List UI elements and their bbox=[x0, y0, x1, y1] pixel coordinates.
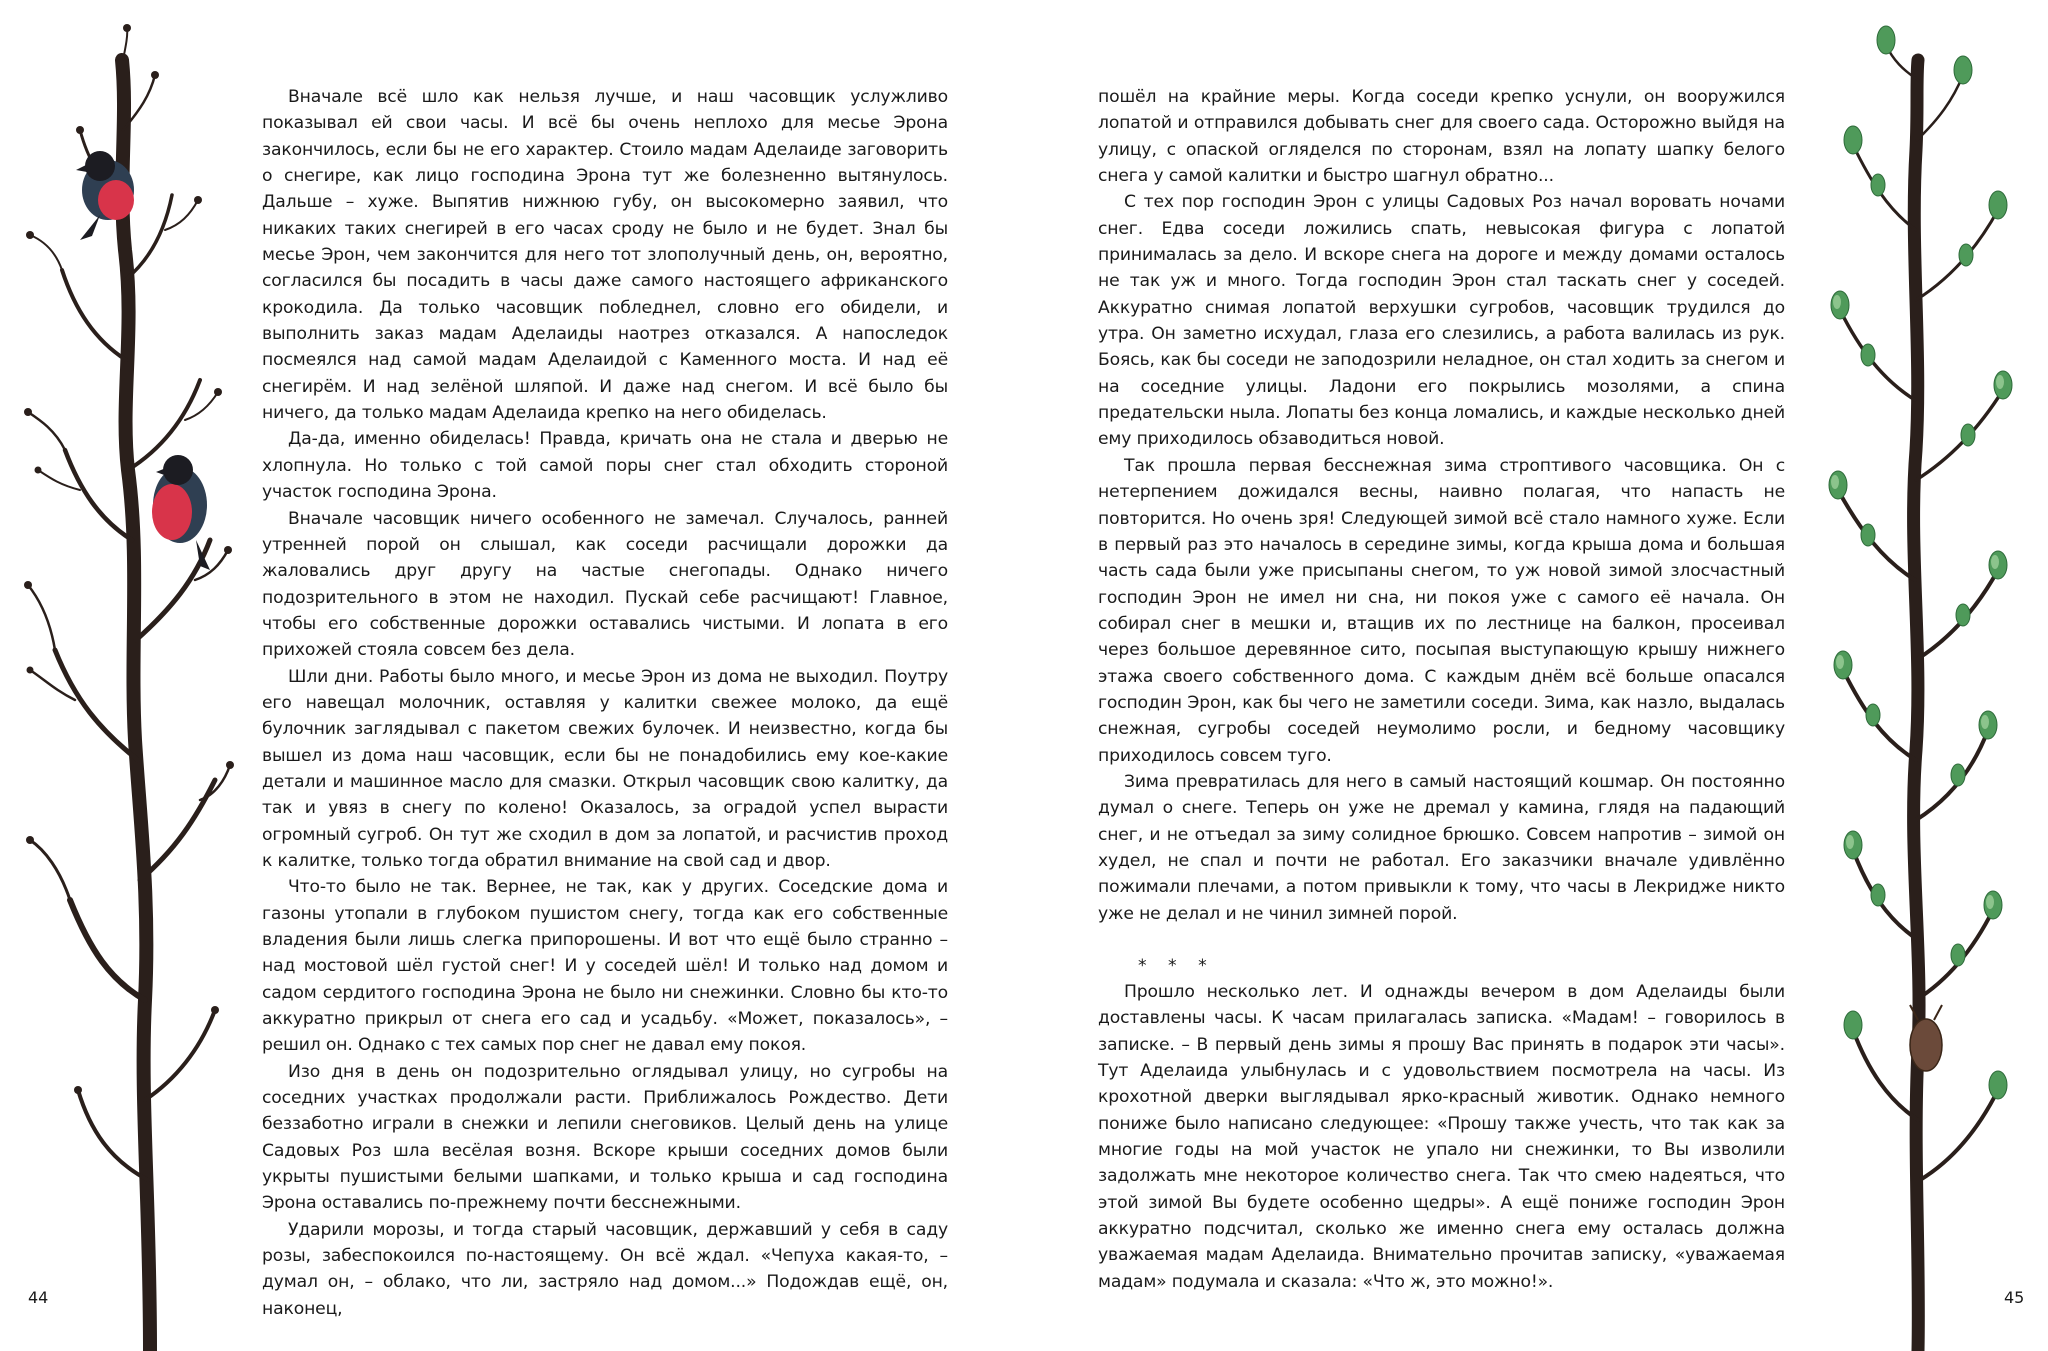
budding-tree-illustration bbox=[1798, 0, 2048, 1351]
paragraph: Что-то было не так. Вернее, не так, как у других. Соседские дома и газоны утопали в глубоком пушистом снегу, тогда как его собственные владения были лишь слегка припорошены. И вот что ещё было странно – над мостовой шёл густой снег! И у соседей шёл! И только над домом и садом сердитого господина Эрона не было ни снежинки. Словно бы кто-то аккуратно прикрыл от снега его сад и усадьбу. «Может, показалось», – решил он. Однако с тех самых пор снег не давал ему покоя. bbox=[262, 877, 948, 1056]
paragraph: Шли дни. Работы было много, и месье Эрон из дома не выходил. Поутру его навещал молочник, оставляя у калитки свежее молоко, да ещё булочник заглядывал с пакетом свежих булочек. И неизвестно, когда бы вышел из дома наш часовщик, если бы не понадобились ему кое-какие детали и машинное масло для смазки. Открыл часовщик свою калитку, да так и увяз в снегу по колено! Оказалось, за оградой успел вырасти огромный сугроб. Он тут же сходил в дом за лопатой, и расчистив проход к калитке, только тогда обратил внимание на свой сад и двор. bbox=[262, 666, 948, 871]
bullfinch-icon bbox=[152, 455, 210, 570]
paragraph: Да-да, именно обиделась! Правда, кричать она не стала и дверью не хлопнула. Но только с той самой поры снег стал обходить стороной участок господина Эрона. bbox=[262, 429, 948, 503]
right-page bbox=[1024, 0, 2048, 1351]
beetle-icon bbox=[1910, 1005, 1942, 1071]
section-separator: * * * bbox=[1138, 956, 1215, 976]
paragraph: С тех пор господин Эрон с улицы Садовых Роз начал воровать ночами снег. Едва соседи ложились спать, невысокая фигура с лопатой принималась за дело. И вскоре снега на дороге и между домами осталось не так уж и много. Тогда господин Эрон стал таскать снег у соседей. Аккуратно снимая лопатой верхушки сугробов, часовщик трудился до утра. Он заметно исхудал, глаза его слезились, а работа валилась из рук. Боясь, как бы соседи не заподозрили неладное, он стал ходить за снегом и на соседние улицы. Ладони его покрылись мозолями, а спина предательски ныла. Лопаты без конца ломались, и каждые несколько дней ему приходилось обзаводиться новой. bbox=[1098, 192, 1785, 450]
paragraph: пошёл на крайние меры. Когда соседи крепко уснули, он вооружился лопатой и отправился добывать снег для своего сада. Осторожно выйдя на улицу, с опаской огляделся по сторонам, взял на лопату шапку белого снега у самой калитки и быстро шагнул обратно... bbox=[1098, 87, 1785, 187]
paragraph: Вначале часовщик ничего особенного не замечал. Случалось, ранней утренней порой он слышал, как соседи расчищали дорожки да жаловались друг другу на частые снегопады. Однако ничего подозрительного в этом не находил. Пускай себе расчищают! Главное, чтобы его собственные дорожки оставались чистыми. И лопата в его прихожей стояла совсем без дела. bbox=[262, 508, 948, 661]
page-number-right: 45 bbox=[2004, 1288, 2025, 1307]
paragraph: Так прошла первая бесснежная зима строптивого часовщика. Он с нетерпением дожидался весны, наивно полагая, что напасть не повторится. Но очень зря! Следующей зимой всё стало намного хуже. Если в первый раз это началось в середине зимы, когда крыша дома и большая часть сада были уже присыпаны снегом, то уж новой зимой злосчастный господин Эрон не имел ни сна, ни покоя уже с самого её начала. Он собирал снег в мешки и, втащив их по лестнице на балкон, просеивал через большое деревянное сито, посыпая выступающую крышу нижнего этажа своего собственного дома. С каждым днём всё больше опасался господин Эрон, как бы чего не заметили соседи. Зима, как назло, выдалась снежная, сугробы соседей неумолимо росли, и бедному часовщику приходилось совсем туго. bbox=[1098, 455, 1785, 766]
paragraph: Зима превратилась для него в самый настоящий кошмар. Он постоянно думал о снеге. Теперь он уже не дремал у камина, глядя на падающий снег, и не отъедал за зиму солидное брюшко. Совсем напротив – зимой он худел, не спал и почти не работал. Его заказчики вначале удивлённо пожимали плечами, а потом привыкли к тому, что часы в Лекридже никто уже не делал и не чинил зимней порой. bbox=[1098, 771, 1785, 924]
bare-tree-illustration bbox=[0, 0, 240, 1351]
left-page-text bbox=[262, 84, 948, 1322]
right-page-text bbox=[1098, 84, 1785, 1295]
paragraph: Ударили морозы, и тогда старый часовщик, державший у себя в саду розы, забеспокоился по-настоящему. Он всё ждал. «Чепуха какая-то, – думал он, – облако, что ли, застряло над домом...» Подождав ещё, он, наконец, bbox=[262, 1219, 948, 1319]
page-number-left: 44 bbox=[28, 1288, 49, 1307]
paragraph: Вначале всё шло как нельзя лучше, и наш часовщик услужливо показывал ей свои часы. И всё бы очень неплохо для месье Эрона закончилось, если бы не его характер. Стоило мадам Аделаиде заговорить о снегире, как лицо господина Эрона тут же болезненно вытянулось. Дальше – хуже. Выпятив нижнюю губу, он высокомерно заявил, что никаких таких снегирей в его часах сроду не было и не будет. Знал бы месье Эрон, чем закончится для него тот злополучный день, он, вероятно, согласился бы посадить в часы даже самого настоящего африканского крокодила. Да только часовщик побледнел, словно его обидели, и выполнить заказ мадам Аделаиды наотрез отказался. А напоследок посмеялся над самой мадам Аделаидой с Каменного моста. И над её снегирём. И над зелёной шляпой. И даже над снегом. И всё было бы ничего, да только мадам Аделаида крепко на него обиделась. bbox=[262, 87, 948, 424]
paragraph: Изо дня в день он подозрительно оглядывал улицу, но сугробы на соседних участках продолжали расти. Приближалось Рождество. Дети беззаботно играли в снежки и лепили снеговиков. Целый день на улице Садовых Роз шла весёлая возня. Вскоре крыши соседних домов были укрыты пушистыми белыми шапками, и только крыша и сад господина Эрона оставались по-прежнему почти бесснежными. bbox=[262, 1061, 948, 1214]
paragraph: Прошло несколько лет. И однажды вечером в дом Аделаиды были доставлены часы. К часам прилагалась записка. «Мадам! – говорилось в записке. – В первый день зимы я прошу Вас принять в подарок эти часы». Тут Аделаида улыбнулась и с удовольствием посмотрела на часы. Из крохотной дверки выглядывал ярко-красный животик. Однако немного пониже было написано следующее: «Прошу также учесть, что так как за многие годы на мой участок не упало ни снежинки, то Вы изволили задолжать мне некоторое количество снега. Так что смею надеяться, что этой зимой Вы будете особенно щедры». А ещё пониже господин Эрон аккуратно подсчитал, сколько же именно снега ему осталась должна уважаемая мадам Аделаида. Внимательно прочитав записку, «уважаемая мадам» подумала и сказала: «Что ж, это можно!». bbox=[1098, 982, 1785, 1292]
